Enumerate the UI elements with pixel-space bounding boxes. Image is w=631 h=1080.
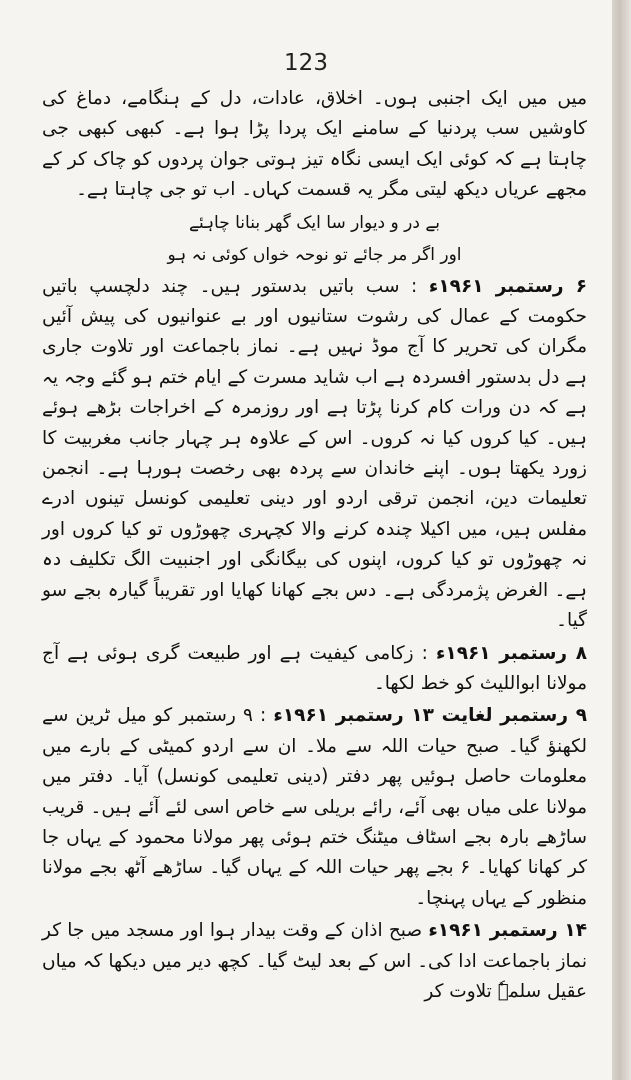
entry-date: ۹ رستمبر لغایت ۱۳ رستمبر ۱۹۶۱ء (273, 705, 587, 727)
diary-entry (42, 272, 587, 637)
book-gutter (612, 0, 631, 1080)
intro-paragraph: میں میں ایک اجنبی ہوں۔ اخلاق، عادات، دل کے ہنگامے، دماغ کی کاوشیں سب پردنیا کے سامنے ایک پردا پڑا ہوا ہے۔ کبھی کبھی جی چاہتا ہے کہ کوئی ایک ایسی نگاہ تیز ہوتی جوان پردوں کو چاک کر کے مجھے عریاں دیکھ لیتی مگر یہ قسمت کہاں۔ اب تو جی چاہتا ہے۔ (42, 88, 587, 201)
entry-text: : زکامی کیفیت ہے اور طبیعت گری ہوئی ہے آج مولانا ابواللیث کو خط لکھا۔ (42, 642, 587, 694)
diary-entry (42, 639, 587, 700)
diary-entry (42, 916, 587, 1007)
entry-text: : ۹ رستمبر کو میل ٹرین سے لکھنؤ گیا۔ صبح حیات اللہ سے ملا۔ ان سے اردو کمیٹی کے بارے میں معلومات حاصل ہوئیں پھر دفتر (دینی تعلیمی کونسل) آیا۔ دفتر میں مولانا علی میاں بھی آئے، رائے بریلی سے خاص اسی لئے آئے ہیں۔ قریب ساڑھے بارہ بجے اسٹاف میٹنگ ختم ہوئی پھر مولانا محمود کے یہاں جا کر کھانا کھایا۔ ۶ بجے پھر حیات اللہ کے یہاں گیا۔ ساڑھے آٹھ بجے مولانا منظور کے یہاں پہنچا۔ (42, 705, 587, 909)
verse-line-1: بے در و دیوار سا ایک گھر بنانا چاہئے (188, 212, 441, 233)
entry-date: ۶ رستمبر ۱۹۶۱ء (428, 275, 588, 297)
diary-entry (42, 701, 587, 914)
entry-date: ۱۴ رستمبر ۱۹۶۱ء (428, 920, 587, 942)
page-number: 123 (284, 50, 328, 76)
entry-text: : سب باتیں بدستور ہیں۔ چند دلچسپ باتیں حکومت کے عمال کی رشوت ستانیوں اور بے عنوانیوں کی پیش آئیں مگران کی تحریر کا آج موڈ نہیں ہے۔ نماز باجماعت اور تلاوت جاری ہے دل بدستور افسردہ ہے اب شاید مسرت کے ایام ختم ہو گئے وجہ یہ ہے کہ دن ورات کام کرنا پڑتا ہے اور روزمرہ کے اخراجات بڑھے ہوئے ہیں۔ کیا کروں کیا نہ کروں۔ اس کے علاوہ ہر چہار جانب مغربیت کا زورد یکھتا ہوں۔ اپنے خاندان سے پردہ بھی رخصت ہورہا ہے۔ انجمن تعلیمات دین، انجمن ترقی اردو اور دینی تعلیمی کونسل تینوں ادرے مفلس ہیں، میں اکیلا چندہ کرنے والا کچہری چھوڑوں تو کیا کروں اور نہ چھوڑوں تو کیا کروں، اپنوں کی بیگانگی اور اجنبیت الگ تکلیف دہ ہے۔ الغرض پژمردگی ہے۔ دس بجے کھانا کھایا اور تقریباً گیارہ بجے سو گیا۔ (42, 275, 587, 632)
entry-date: ۸ رستمبر ۱۹۶۱ء (435, 642, 587, 664)
page-body (42, 84, 587, 1009)
entry-text: صبح اذان کے وقت بیدار ہوا اور مسجد میں جا کر نماز باجماعت ادا کی۔ اس کے بعد لیٹ گیا۔ کچھ دیر میں دیکھا کہ میاں عقیل سلمہٗ تلاوت کر (42, 920, 587, 1002)
verse-line-2: اور اگر مر جائے تو نوحہ خواں کوئی نہ ہو (167, 244, 462, 265)
